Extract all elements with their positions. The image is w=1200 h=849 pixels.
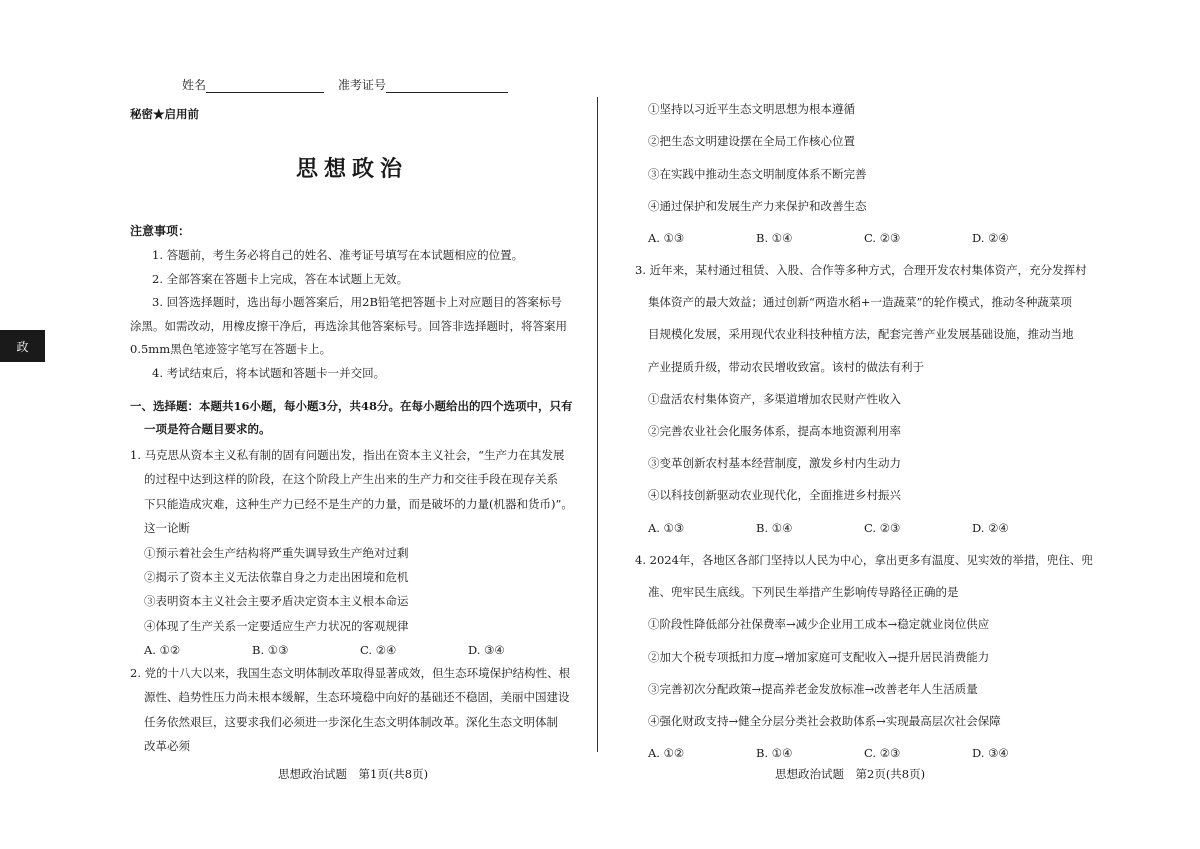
q2-option-a: A. ①③ <box>648 231 685 246</box>
q2-item: ④通过保护和发展生产力来保护和改善生态 <box>648 198 867 213</box>
column-divider <box>597 97 598 752</box>
question-1 <box>130 443 576 663</box>
notice-line: 涂黑。如需改动，用橡皮擦干净后，再选涂其他答案标号。回答非选择题时，将答案用 <box>130 318 567 333</box>
q1-item: ②揭示了资本主义无法依靠自身之力走出困境和危机 <box>144 570 409 585</box>
q1-option-a: A. ①② <box>144 643 181 658</box>
q3-stem-line: 目规模化发展，采用现代农业科技种植方法，配套完善产业发展基础设施，推动当地 <box>648 327 1074 342</box>
q3-item: ①盘活农村集体资产，多渠道增加农民财产性收入 <box>648 391 901 406</box>
q4-option-d: D. ③④ <box>972 746 1009 761</box>
candidate-info-line <box>182 76 508 93</box>
q2-item: ①坚持以习近平生态文明思想为根本遵循 <box>648 102 855 116</box>
q2-option-c: C. ②③ <box>864 231 901 246</box>
q2-stem-line: 源性、趋势性压力尚未根本缓解，生态环境稳中向好的基础还不稳固，美丽中国建设 <box>144 690 570 705</box>
q1-option-b: B. ①③ <box>252 643 289 658</box>
question-2-stem <box>130 661 570 759</box>
q1-stem-line: 的过程中达到这样的阶段，在这个阶段上产生出来的生产力和交往手段在现存关系 <box>144 472 558 487</box>
notice-heading: 注意事项： <box>130 224 191 238</box>
page-title: 思想政治 <box>296 156 409 182</box>
q3-option-b: B. ①④ <box>756 520 793 535</box>
section-line: 一、选择题：本题共16小题，每小题3分，共48分。在每小题给出的四个选项中，只有 <box>130 399 573 413</box>
q1-stem-line: 下只能造成灾难，这种生产力已经不是生产的力量，而是破坏的力量(机器和货币)”。 <box>144 496 573 511</box>
notice-line: 4. 考试结束后，将本试题和答题卡一并交回。 <box>152 365 386 380</box>
q2-option-d: D. ②④ <box>972 231 1009 246</box>
notice-line: 2. 全部答案在答题卡上完成，答在本试题上无效。 <box>152 271 409 286</box>
q2-options <box>648 222 1080 254</box>
q4-option-c: C. ②③ <box>864 746 901 761</box>
q2-stem-line: 任务依然艰巨，这要求我们必须进一步深化生态文明体制改革。深化生态文明体制 <box>144 714 558 729</box>
q3-option-c: C. ②③ <box>864 520 901 535</box>
q3-option-a: A. ①③ <box>648 520 685 535</box>
q4-item: ④强化财政支持→健全分层分类社会救助体系→实现最高层次社会保障 <box>648 714 1001 729</box>
q1-stem-line: 这一论断 <box>144 521 190 536</box>
q3-item: ②完善农业社会化服务体系，提高本地资源利用率 <box>648 424 901 439</box>
q3-stem-line: 3. 近年来，某村通过租赁、入股、合作等多种方式，合理开发农村集体资产，充分发挥村 <box>635 263 1087 277</box>
q4-item: ②加大个税专项抵扣力度→增加家庭可支配收入→提升居民消费能力 <box>648 649 990 664</box>
section-line: 一项是符合题目要求的。 <box>144 422 271 436</box>
q1-option-c: C. ②④ <box>360 643 397 658</box>
question-2-continued <box>648 93 1080 254</box>
q2-stem-line: 2. 党的十八大以来，我国生态文明体制改革取得显著成效，但生态环境保护结构性、根 <box>130 666 571 680</box>
q4-stem-line: 准、兜牢民生底线。下列民生举措产生影响传导路径正确的是 <box>648 585 959 600</box>
q1-option-d: D. ③④ <box>468 643 505 658</box>
q3-item: ③变革创新农村基本经营制度，激发乡村内生动力 <box>648 456 901 471</box>
q4-item: ①阶段性降低部分社保费率→减少企业用工成本→稳定就业岗位供应 <box>648 617 990 632</box>
q3-option-d: D. ②④ <box>972 520 1009 535</box>
exam-id-label: 准考证号 <box>338 78 387 92</box>
q2-stem-line: 改革必须 <box>144 739 190 754</box>
q2-option-b: B. ①④ <box>756 231 793 246</box>
q1-options <box>130 638 576 662</box>
q4-option-a: A. ①② <box>648 746 685 761</box>
q3-stem-line: 产业提质升级，带动农民增收致富。该村的做法有利于 <box>648 359 924 374</box>
q2-item: ②把生态文明建设摆在全局工作核心位置 <box>648 134 855 149</box>
section-heading <box>130 395 573 441</box>
footer-left: 思想政治试题 第1页(共8页) <box>278 767 429 781</box>
question-3 <box>635 254 1087 544</box>
q1-item: ④体现了生产关系一定要适应生产力状况的客观规律 <box>144 618 409 633</box>
q3-stem-line: 集体资产的最大效益；通过创新“两造水稻+一造蔬菜”的轮作模式，推动冬种蔬菜项 <box>648 295 1072 310</box>
notice-line: 3. 回答选择题时，选出每小题答案后，用2B铅笔把答题卡上对应题目的答案标号 <box>152 295 562 309</box>
q4-item: ③完善初次分配政策→提高养老金发放标准→改善老年人生活质量 <box>648 681 978 696</box>
exam-id-blank <box>386 80 508 93</box>
q4-option-b: B. ①④ <box>756 746 793 761</box>
q1-item: ③表明资本主义社会主要矛盾决定资本主义根本命运 <box>144 594 409 609</box>
q2-item: ③在实践中推动生态文明制度体系不断完善 <box>648 166 867 181</box>
q1-item: ①预示着社会生产结构将严重失调导致生产绝对过剩 <box>144 545 409 560</box>
q4-stem-line: 4. 2024年，各地区各部门坚持以人民为中心，拿出更多有温度、见实效的举措，兜住、兜 <box>635 553 1093 567</box>
secret-mark: 秘密★启用前 <box>130 107 199 121</box>
name-label: 姓名 <box>182 78 207 92</box>
q4-options <box>635 737 1093 769</box>
question-4 <box>635 544 1093 769</box>
subject-side-tab: 政 <box>0 330 45 362</box>
name-blank <box>206 80 324 93</box>
notice-line: 0.5mm黑色笔迹签字笔写在答题卡上。 <box>130 342 332 356</box>
q3-options <box>635 512 1087 544</box>
footer-right: 思想政治试题 第2页(共8页) <box>775 767 926 781</box>
notice-line: 1. 答题前，考生务必将自己的姓名、准考证号填写在本试题相应的位置。 <box>152 248 524 262</box>
notice-list <box>130 244 567 385</box>
q1-stem-line: 1. 马克思从资本主义私有制的固有问题出发，指出在资本主义社会，“生产力在其发展 <box>130 448 565 462</box>
q3-item: ④以科技创新驱动农业现代化，全面推进乡村振兴 <box>648 488 901 503</box>
